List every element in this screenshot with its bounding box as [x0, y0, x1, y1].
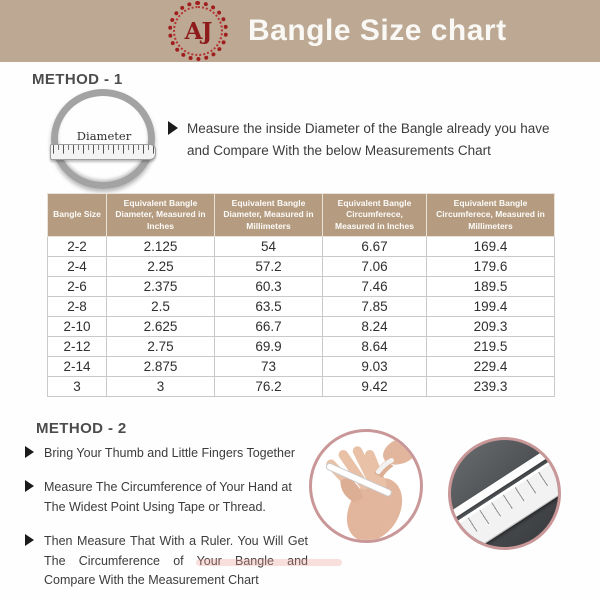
- brand-initials: AJ: [184, 17, 212, 45]
- list-item: [25, 478, 317, 517]
- table-cell: 2-6: [48, 277, 107, 297]
- table-cell: 209.3: [427, 317, 555, 337]
- table-cell: 9.42: [323, 377, 427, 397]
- table-cell: 7.85: [323, 297, 427, 317]
- table-row: [48, 357, 555, 377]
- table-row: [48, 297, 555, 317]
- ruler-ticks: [448, 450, 561, 550]
- table-cell: 7.46: [323, 277, 427, 297]
- method-1-instruction-text: Measure the inside Diameter of the Bangle already you have and Compare With the below Measurements Chart: [187, 121, 550, 158]
- table-cell: 2-2: [48, 237, 107, 257]
- table-cell: 2.875: [107, 357, 215, 377]
- ruler-photo: [448, 437, 561, 550]
- diameter-label: Diameter: [76, 129, 132, 143]
- table-row: [48, 337, 555, 357]
- table-cell: 8.64: [323, 337, 427, 357]
- table-row: [48, 277, 555, 297]
- table-cell: 54: [215, 237, 323, 257]
- table-cell: 2-10: [48, 317, 107, 337]
- table-cell: 239.3: [427, 377, 555, 397]
- method-2-steps: [25, 444, 317, 600]
- header-bar: [0, 0, 600, 62]
- table-cell: 3: [107, 377, 215, 397]
- column-header: Equivalent Bangle Diameter, Measured in Inches: [107, 194, 215, 237]
- table-cell: 179.6: [427, 257, 555, 277]
- method-1-instruction: [168, 118, 572, 161]
- diagram-ruler-illustration: [50, 144, 156, 160]
- size-table-body: [48, 237, 555, 397]
- column-header: Equivalent Bangle Circumferece, Measured in Millimeters: [427, 194, 555, 237]
- table-cell: 76.2: [215, 377, 323, 397]
- table-cell: 8.24: [323, 317, 427, 337]
- step-text: Then Measure That With a Ruler. You Will Get The Circumference of Your Bangle and Compare With the Measurement Chart: [44, 534, 308, 587]
- size-table: [47, 193, 555, 397]
- method-1-heading: METHOD - 1: [32, 71, 123, 88]
- table-cell: 2-4: [48, 257, 107, 277]
- hand-measuring-photo: [309, 429, 423, 543]
- faint-watermark-line: [196, 559, 342, 566]
- table-cell: 3: [48, 377, 107, 397]
- table-cell: 7.06: [323, 257, 427, 277]
- table-cell: 2.125: [107, 237, 215, 257]
- table-cell: 57.2: [215, 257, 323, 277]
- arrow-bullet-icon: [25, 534, 34, 546]
- table-cell: 9.03: [323, 357, 427, 377]
- table-cell: 60.3: [215, 277, 323, 297]
- bangle-diameter-diagram: [48, 86, 160, 194]
- table-cell: 189.5: [427, 277, 555, 297]
- brand-logo: [168, 1, 228, 61]
- arrow-bullet-icon: [25, 446, 34, 458]
- table-cell: 66.7: [215, 317, 323, 337]
- table-header-row: [48, 194, 555, 237]
- table-cell: 169.4: [427, 237, 555, 257]
- table-cell: 2.75: [107, 337, 215, 357]
- ruler-illustration: [448, 440, 561, 550]
- arrow-bullet-icon: [168, 121, 178, 135]
- hand-illustration: [312, 432, 420, 540]
- table-row: [48, 257, 555, 277]
- table-cell: 2-8: [48, 297, 107, 317]
- table-row: [48, 377, 555, 397]
- table-cell: 69.9: [215, 337, 323, 357]
- column-header: Bangle Size: [48, 194, 107, 237]
- table-row: [48, 317, 555, 337]
- table-cell: 219.5: [427, 337, 555, 357]
- size-table-head: [48, 194, 555, 237]
- step-text: Bring Your Thumb and Little Fingers Together: [44, 446, 296, 460]
- table-cell: 199.4: [427, 297, 555, 317]
- list-item: [25, 444, 317, 463]
- method-2-heading: METHOD - 2: [36, 420, 127, 437]
- table-cell: 73: [215, 357, 323, 377]
- table-cell: 63.5: [215, 297, 323, 317]
- table-row: [48, 237, 555, 257]
- page-title: Bangle Size chart: [248, 14, 507, 47]
- arrow-bullet-icon: [25, 480, 34, 492]
- table-cell: 6.67: [323, 237, 427, 257]
- table-cell: 2.625: [107, 317, 215, 337]
- table-cell: 2-12: [48, 337, 107, 357]
- table-cell: 2.25: [107, 257, 215, 277]
- table-cell: 2-14: [48, 357, 107, 377]
- table-cell: 2.5: [107, 297, 215, 317]
- table-cell: 229.4: [427, 357, 555, 377]
- step-text: Measure The Circumference of Your Hand at The Widest Point Using Tape or Thread.: [44, 480, 292, 514]
- column-header: Equivalent Bangle Diameter, Measured in Millimeters: [215, 194, 323, 237]
- column-header: Equivalent Bangle Circumferece, Measured in Inches: [323, 194, 427, 237]
- table-cell: 2.375: [107, 277, 215, 297]
